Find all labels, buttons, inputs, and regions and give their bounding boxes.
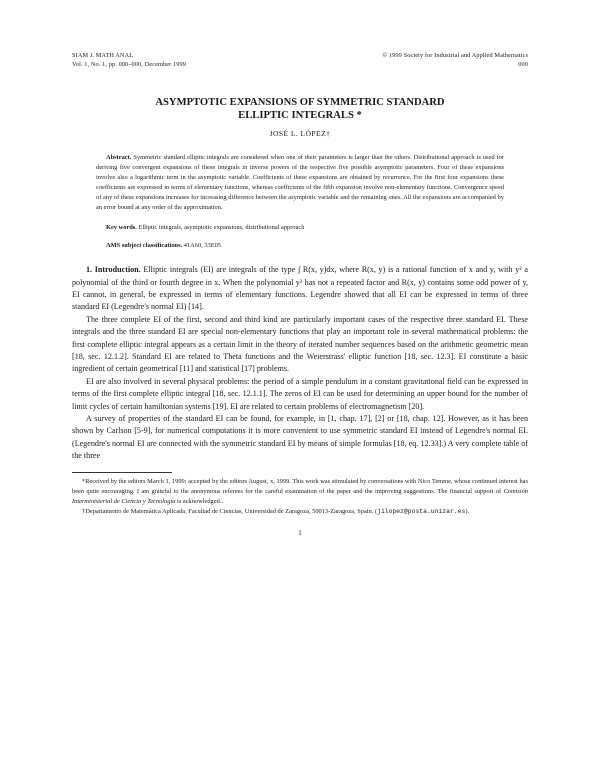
paper-page (72, 52, 528, 537)
header-left (72, 52, 186, 69)
copyright-line: © 1999 Society for Industrial and Applied Mathematics (382, 52, 528, 59)
funding-agency: Comisión Interministerial de Ciencia y Tecnología (72, 487, 528, 505)
volume-line: Vol. 1, No. 1, pp. 000–000, December 1999 (72, 60, 186, 68)
section-heading: 1. Introduction. (86, 265, 141, 275)
footnote-rule (72, 472, 172, 473)
ams-line (96, 241, 504, 251)
header-right (382, 52, 528, 69)
abstract-block (72, 153, 528, 251)
affiliation-text: †Departamento de Matemática Aplicada, Facultad de Ciencias, Universidad de Zaragoza, 50013-Zaragoza, Spain. ( (82, 507, 378, 515)
intro-paragraph-3: EI are also involved in several physical problems: the period of a simple pendulum in a constant gravitational field can be expressed in terms of the first complete elliptic integral [18, sec. 12.1.1]. The zeros of EI can be used for determining an upper bound for the number of limit cycles of certain hamiltonian systems [19]. EI are related to certain problems of electromagnetism [20]. (72, 376, 528, 411)
title-line-1: ASYMPTOTIC EXPANSIONS OF SYMMETRIC STANDARD (155, 97, 445, 109)
page-code: 000 (518, 60, 528, 68)
footnote-received-text: *Received by the editors March 1, 1999; accepted by the editors August, x, 1999. This work was stimulated by conversations with Nico Temme, whose continued interest has been quite encouraging. I am grateful to the anonymous referees for the careful examination of the paper and the improving suggestions. The financial support of (72, 477, 528, 495)
author-email-link[interactable]: jilopez@posta.unizar.es (377, 507, 466, 515)
abstract-paragraph (96, 153, 504, 213)
ams-label: AMS subject classifications. (106, 242, 183, 250)
keywords-line (96, 223, 504, 233)
section-introduction (72, 264, 528, 463)
footnotes (72, 477, 528, 517)
intro-paragraph-4: A survey of properties of the standard EI can be found, for example, in [1, chap. 17], [2] or [18, chap. 12]. However, as it has been shown by Carlson [5-9], for numerical computations it is more convenient to use symmetric standard EI instead of Legendre's normal EI. (Legendre's normal EI are connected with the symmetric standard EI by means of simple formulas [18, eq. 12.33].) A very complete table of the three (72, 414, 528, 461)
author-name: JOSÉ L. LÓPEZ† (269, 129, 331, 139)
title-line-2: ELLIPTIC INTEGRALS * (238, 110, 362, 122)
footnote-affiliation (72, 507, 528, 517)
running-header (72, 52, 528, 69)
journal-name: SIAM J. MATH ANAL (72, 52, 134, 59)
page-number: 1 (298, 528, 302, 537)
paper-title (72, 96, 528, 122)
footnote-received (72, 477, 528, 507)
abstract-label: Abstract. (106, 154, 132, 162)
abstract-text: Symmetric standard elliptic integrals are considered when one of their parameters is larger than the others. Distributional approach is used for deriving five convergent expansions of these integrals in inverse powers of the respective five possible asymptotic parameters. Four of these expansions involve also a logarithmic term in the asymptotic variable. Coefficients of these expansions are obtained by recurrence. For the first four expansions these coefficients are expressed in terms of elementary functions, whereas coefficients of the fifth expansion involve non-elementary functions. Convergence speed of any of these expansions increases for increasing difference between the asymptotic variable and the remaining ones. All the expansions are accompanied by an error bound at any order of the approximation. (96, 154, 504, 212)
affiliation-end: ). (465, 507, 470, 515)
ams-text: 41A60, 33E05 (183, 242, 222, 250)
keywords-label: Key words. (106, 224, 137, 232)
intro-paragraph-2: The three complete EI of the first, second and third kind are particularly important cases of the respective three standard EI. These integrals and the three standard EI are special non-elementary functions that play an important role in several mathematical problems: the first complete elliptic integral appears as a certain limit in the theory of iterated number sequences based on the arithmetic geometric mean [18, sec. 12.1.2]. Standard EI are related to Theta functions and the Weierstrass' elliptic function [18, sec. 12.3]. EI constitute a basic ingredient of certain geometrical [11] and statistical [17] problems. (72, 314, 528, 374)
footnote-received-end: is acknowledged.. (175, 497, 223, 505)
keywords-text: Elliptic integrals, asymptotic expansions, distributional approach (138, 224, 305, 232)
intro-paragraph-1 (72, 264, 528, 314)
intro-paragraph-1-text: Elliptic integrals (EI) are integrals of the type ∫ R(x, y)dx, where R(x, y) is a rational function of x and y, with y² a polynomial of the third or fourth degree in x. When the polynomial y² has not a repeated factor and R(x, y) contains some odd power of y, EI cannot, in general, be expressed in terms of elementary functions. Legendre showed that all EI can be expressed in terms of three standard EI (Legendre's normal EI) [14]. (72, 265, 528, 312)
